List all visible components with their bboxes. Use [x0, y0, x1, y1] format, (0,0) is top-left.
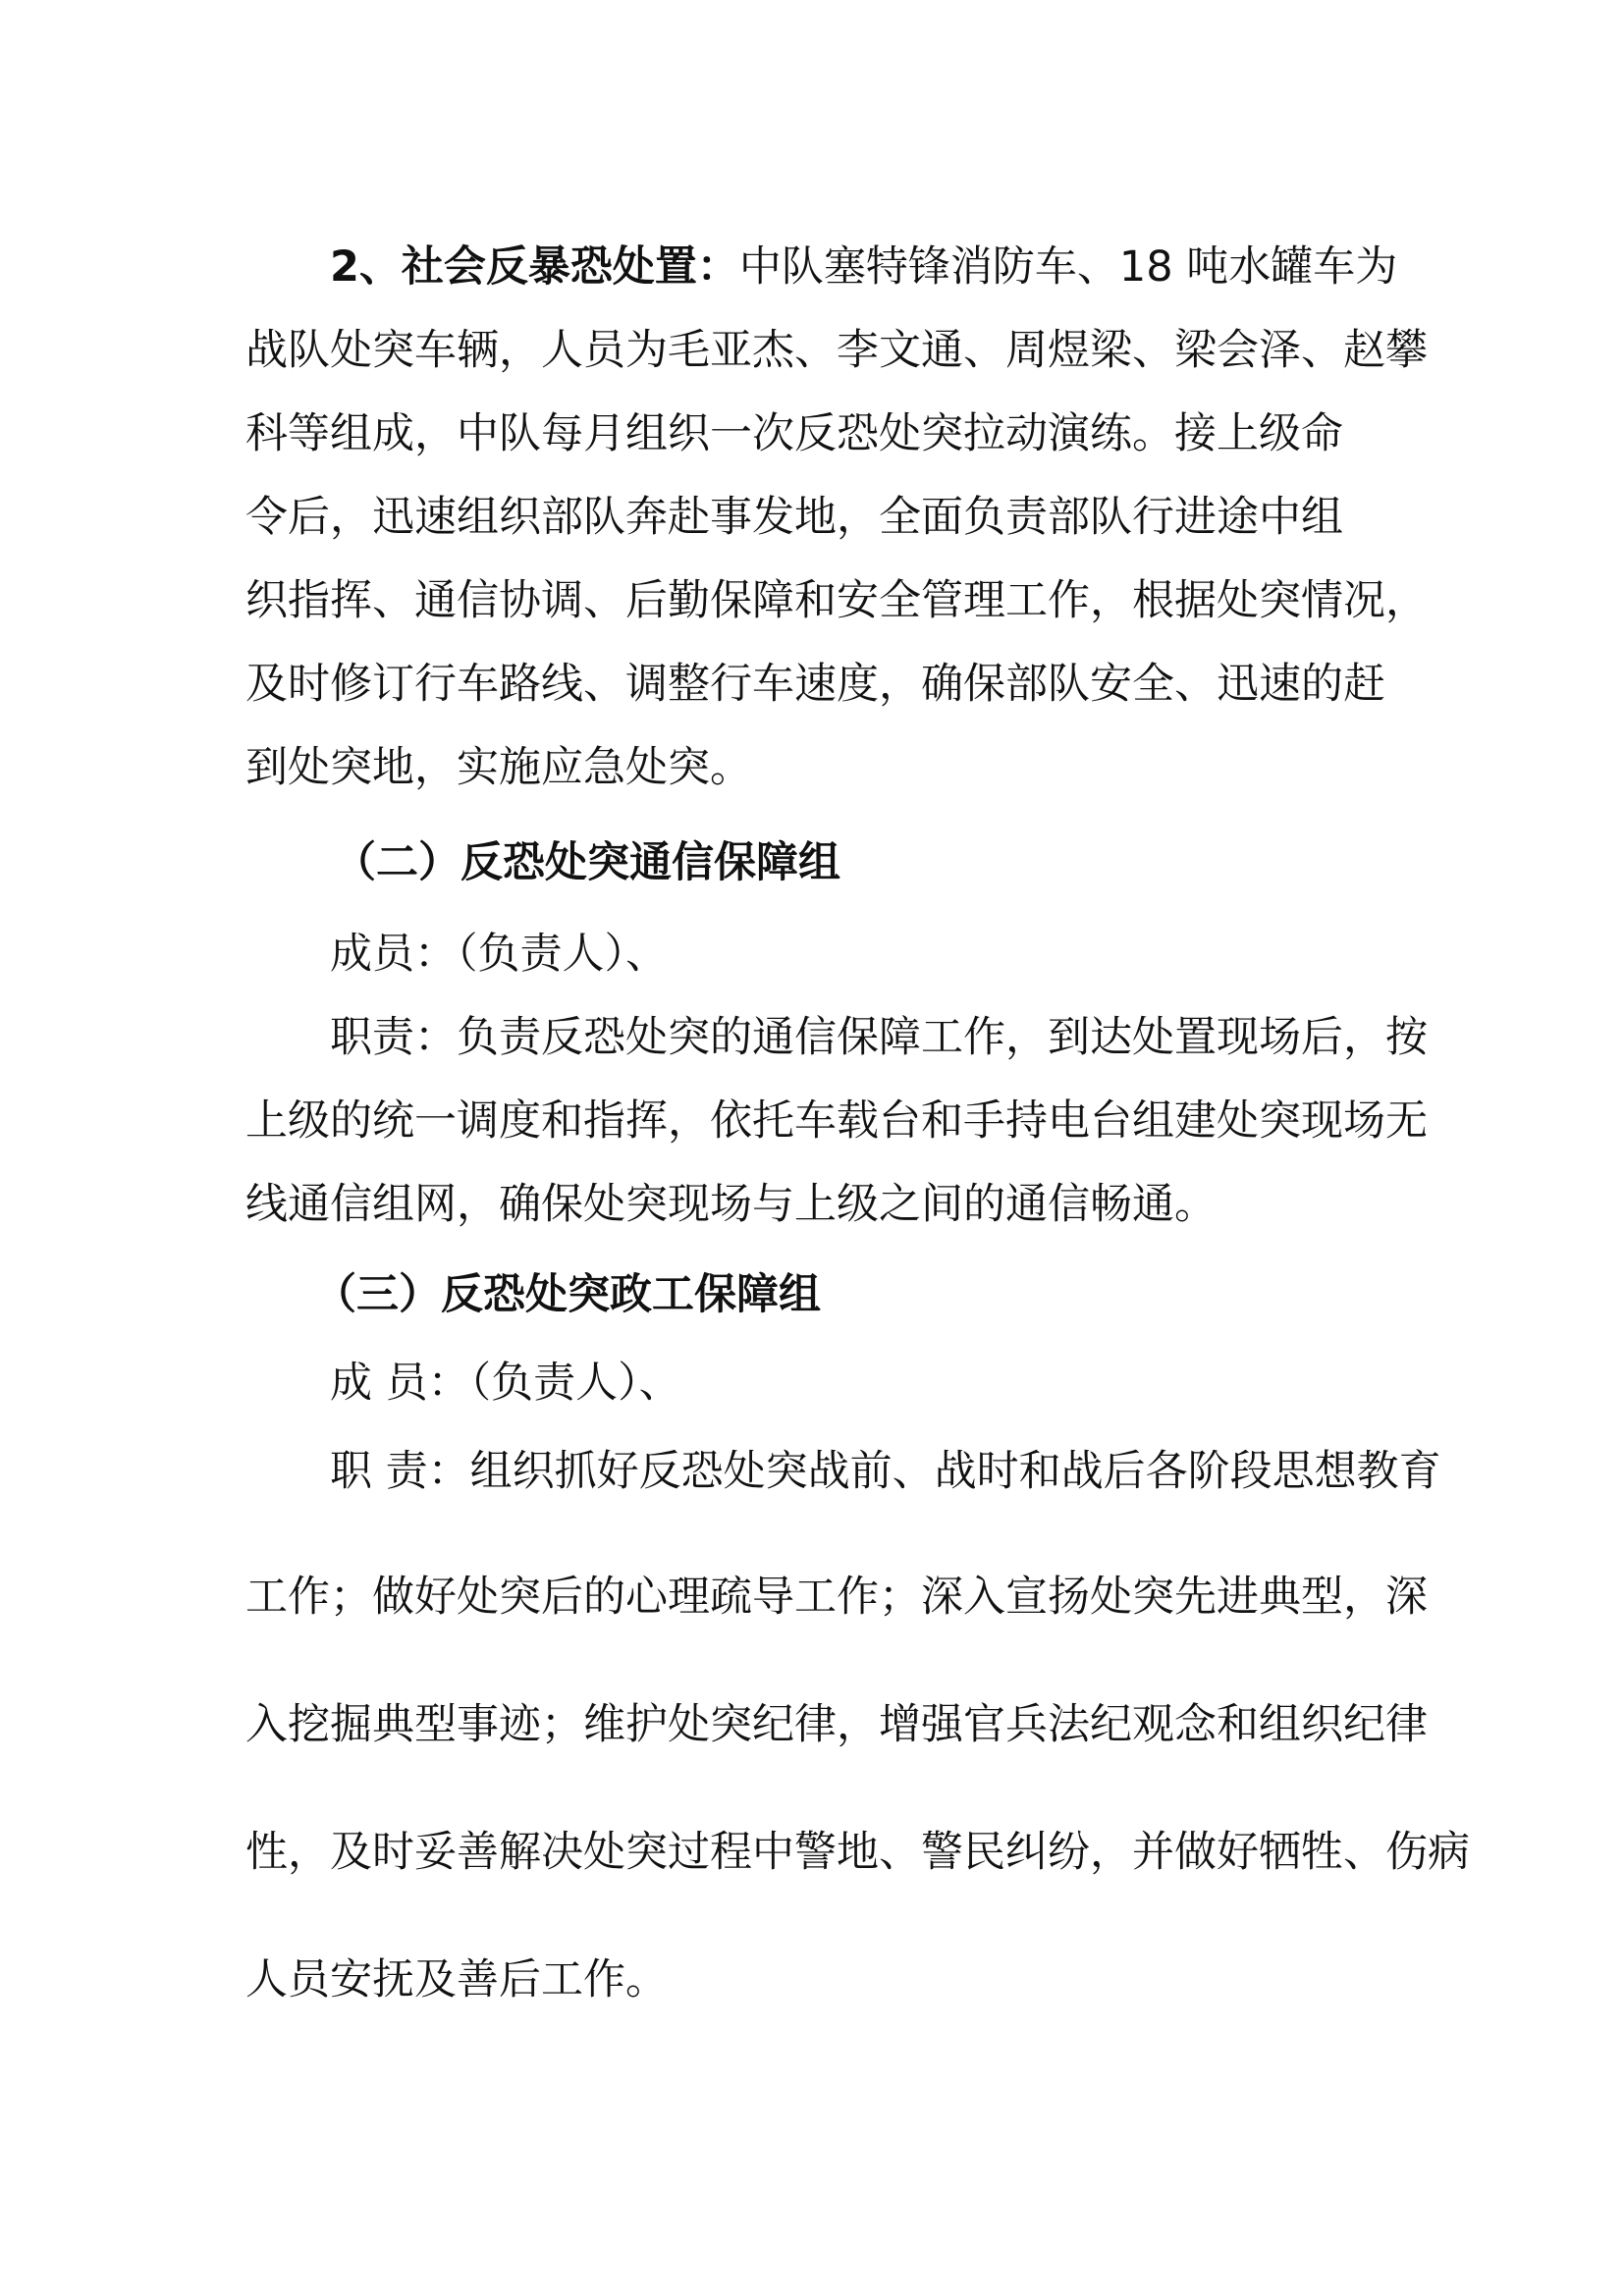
section-2-line: 科等组成，中队每月组织一次反恐处突拉动演练。接上级命 — [245, 409, 1343, 458]
group-political-heading: （三）反恐处突政工保障组 — [314, 1270, 821, 1319]
section-2-first-line — [330, 234, 1397, 294]
group-comm-members: 成员：（负责人）、 — [330, 930, 668, 979]
group-political-duty-line: 工作；做好处突后的心理疏导工作；深入宣扬处突先进典型，深 — [245, 1573, 1428, 1622]
group-political-duty-line: 人员安抚及善后工作。 — [245, 1955, 668, 2004]
section-2-line: 织指挥、通信协调、后勤保障和安全管理工作，根据处突情况， — [245, 576, 1428, 625]
group-political-members: 成 员：（负责人）、 — [330, 1359, 681, 1408]
section-2-line: 令后，迅速组织部队奔赴事发地，全面负责部队行进途中组 — [245, 493, 1343, 542]
group-comm-heading: （二）反恐处突通信保障组 — [334, 838, 840, 887]
section-2-line: 战队处突车辆，人员为毛亚杰、李文通、周煜梁、梁会泽、赵攀 — [245, 326, 1428, 375]
group-political-duty-line: 职 责：组织抓好反恐处突战前、战时和战后各阶段思想教育 — [330, 1447, 1441, 1496]
group-comm-duty-line: 上级的统一调度和指挥，依托车载台和手持电台组建处突现场无 — [245, 1096, 1428, 1146]
group-political-duty-line: 入挖掘典型事迹；维护处突纪律，增强官兵法纪观念和组织纪律 — [245, 1700, 1428, 1749]
section-2-heading: 2、社会反暴恐处置： — [330, 242, 739, 292]
section-2-text: 中队塞特锋消防车、18 吨水罐车为 — [738, 242, 1398, 292]
group-political-duty-line: 性，及时妥善解决处突过程中警地、警民纠纷，并做好牺牲、伤病 — [245, 1828, 1470, 1877]
section-2-line: 到处突地，实施应急处突。 — [245, 743, 752, 792]
group-comm-duty-line: 线通信组网，确保处突现场与上级之间的通信畅通。 — [245, 1180, 1217, 1229]
group-comm-duty-line: 职责：负责反恐处突的通信保障工作，到达处置现场后，按 — [330, 1013, 1428, 1062]
section-2-line: 及时修订行车路线、调整行车速度，确保部队安全、迅速的赶 — [245, 660, 1385, 709]
